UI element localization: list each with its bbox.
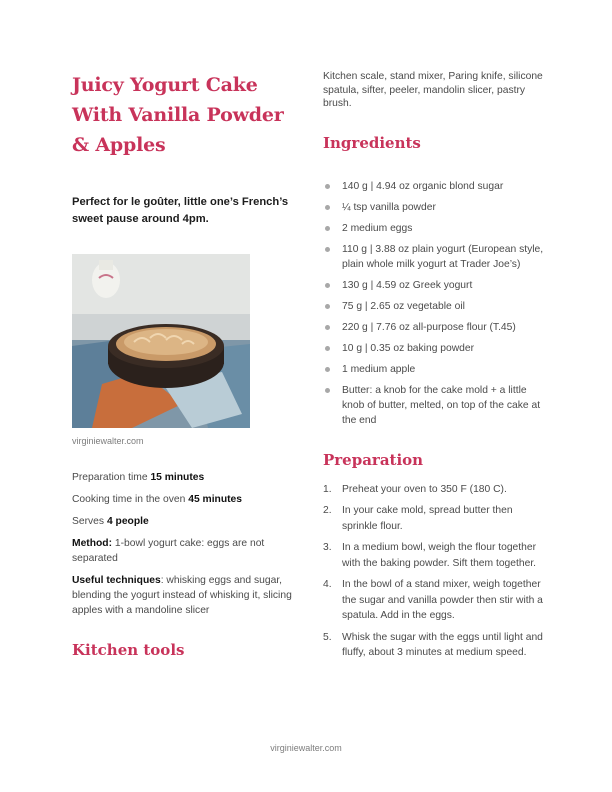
bullet-icon [325, 205, 330, 210]
bullet-icon [325, 304, 330, 309]
ingredient-text: 110 g | 3.88 oz plain yogurt (European style, plain whole milk yogurt at Trader Joe’s) [342, 243, 544, 270]
ingredient-text: 75 g | 2.65 oz vegetable oil [342, 300, 465, 312]
ingredient-item [323, 320, 545, 335]
prep-time [72, 470, 294, 485]
ingredient-text: 220 g | 7.76 oz all-purpose flour (T.45) [342, 321, 516, 333]
ingredient-item [323, 179, 545, 194]
step-number: 3. [323, 542, 332, 553]
ingredient-text: 140 g | 4.94 oz organic blond sugar [342, 180, 504, 192]
step-text: Whisk the sugar with the eggs until light and fluffy, about 3 minutes at medium speed. [342, 631, 543, 658]
step-text: Preheat your oven to 350 F (180 C). [342, 483, 507, 495]
ingredient-item [323, 362, 545, 377]
recipe-title: Juicy Yogurt Cake With Vanilla Powder & Apples [72, 74, 284, 156]
ingredient-text: 1 medium apple [342, 363, 416, 375]
techniques-value: : whisking eggs and sugar, blending the yogurt instead of whisking it, slicing apples with a mandoline slicer [72, 575, 292, 616]
photo-credit: virginiewalter.com [72, 436, 144, 446]
cook-time-label: Cooking time in the oven [72, 494, 186, 505]
ingredient-item [323, 242, 545, 272]
step-text: In your cake mold, spread butter then sprinkle flour. [342, 505, 513, 532]
techniques-label: Useful techniques [72, 575, 161, 586]
ingredient-item [323, 341, 545, 356]
bullet-icon [325, 247, 330, 252]
bullet-icon [325, 184, 330, 189]
ingredient-item [323, 278, 545, 293]
cook-time [72, 492, 294, 507]
prep-step [323, 540, 545, 571]
recipe-photo-block [72, 254, 250, 446]
ingredients-list [323, 179, 545, 428]
recipe-tagline: Perfect for le goûter, little one’s French’s sweet pause around 4pm. [72, 196, 289, 225]
right-column [323, 70, 545, 667]
bullet-icon [325, 283, 330, 288]
prep-step [323, 482, 545, 498]
method-label: Method: [72, 538, 113, 549]
step-number: 4. [323, 579, 332, 590]
kitchen-tools-heading: Kitchen tools [72, 641, 185, 659]
method [72, 536, 294, 566]
serves-label: Serves [72, 516, 105, 527]
cook-time-value: 45 minutes [188, 494, 243, 505]
bullet-icon [325, 388, 330, 393]
ingredient-text: 10 g | 0.35 oz baking powder [342, 342, 475, 354]
step-number: 2. [323, 505, 332, 516]
preparation-heading: Preparation [323, 450, 424, 469]
prep-step [323, 630, 545, 661]
step-number: 1. [323, 483, 332, 495]
prep-step [323, 503, 545, 534]
recipe-meta [72, 470, 294, 618]
bullet-icon [325, 325, 330, 330]
useful-techniques [72, 573, 294, 618]
cake-photo [72, 254, 250, 428]
method-value: 1-bowl yogurt cake: eggs are not separated [72, 538, 265, 564]
ingredient-text: Butter: a knob for the cake mold + a little knob of butter, melted, on top of the cake at the end [342, 384, 541, 426]
ingredient-item [323, 221, 545, 236]
step-text: In the bowl of a stand mixer, weigh together the sugar and vanilla powder then stir with a spatula. Add in the eggs. [342, 579, 543, 621]
ingredients-heading: Ingredients [323, 133, 421, 152]
step-number: 5. [323, 631, 332, 643]
serves [72, 514, 294, 529]
ingredient-text: 2 medium eggs [342, 222, 413, 234]
prep-time-value: 15 minutes [150, 472, 205, 483]
bullet-icon [325, 367, 330, 372]
ingredient-text: ¼ tsp vanilla powder [342, 201, 436, 213]
ingredient-item [323, 299, 545, 314]
prep-step [323, 577, 545, 624]
preparation-steps [323, 482, 545, 661]
step-text: In a medium bowl, weigh the flour together with the baking powder. Sift them together. [342, 542, 537, 569]
serves-value: 4 people [106, 516, 149, 527]
kitchen-tools-text: Kitchen scale, stand mixer, Paring knife, silicone spatula, sifter, peeler, mandolin slicer, pastry brush. [323, 71, 543, 109]
ingredient-item [323, 200, 545, 215]
bullet-icon [325, 226, 330, 231]
ingredient-item [323, 383, 545, 428]
bullet-icon [325, 346, 330, 351]
ingredient-text: 130 g | 4.59 oz Greek yogurt [342, 279, 473, 291]
left-column [72, 70, 294, 660]
page-footer: virginiewalter.com [270, 743, 342, 753]
prep-time-label: Preparation time [72, 472, 148, 483]
